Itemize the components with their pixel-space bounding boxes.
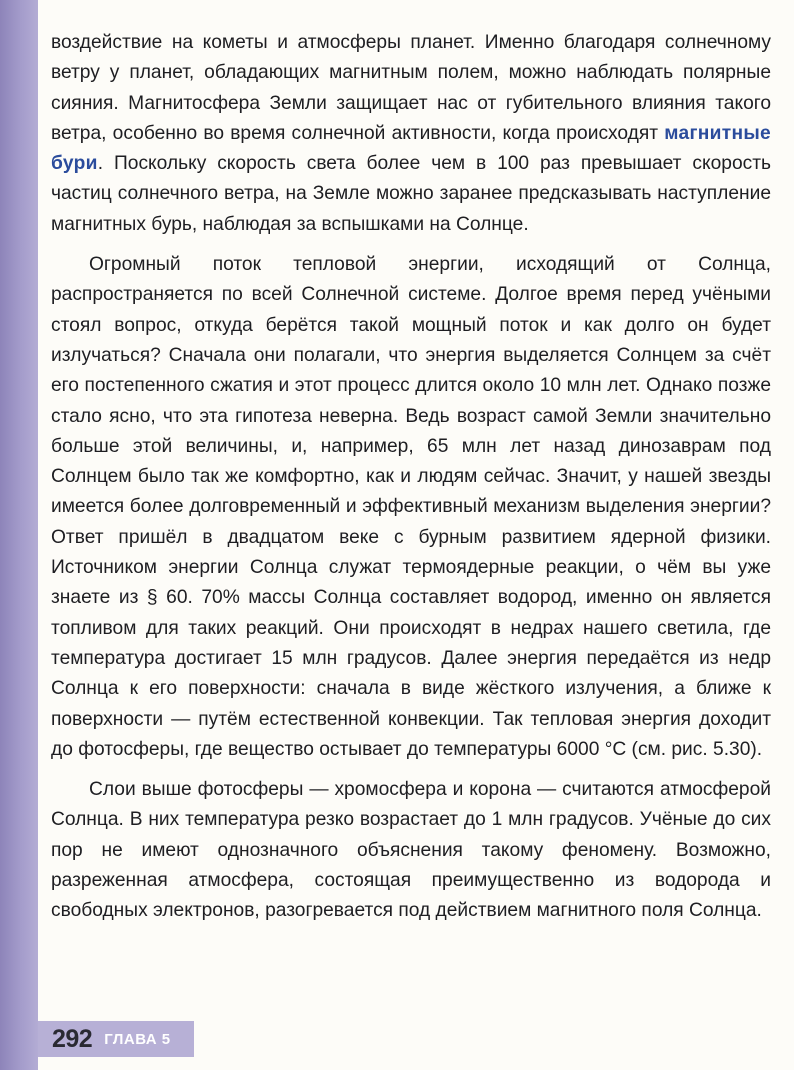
page-footer <box>38 1021 194 1057</box>
paragraph-1 <box>51 28 771 240</box>
paragraph-1-start: воздействие на кометы и атмосферы планет. Именно благодаря солнечному ветру у планет, обладающих магнитным полем, можно наблюдать полярные сияния. Магнитосфера Земли защищает нас от губительного влияния такого ветра, особенно во время солнечной активности, когда происходят <box>51 32 771 144</box>
paragraph-1-end: . Поскольку скорость света более чем в 100 раз превышает скорость частиц солнечного ветра, на Земле можно заранее предсказывать наступление магнитных бурь, наблюдая за вспышками на Солнце. <box>51 153 771 235</box>
paragraph-3: Слои выше фотосферы — хромосфера и корона — считаются атмосферой Солнца. В них температура резко возрастает до 1 млн градусов. Учёные до сих пор не имеют однозначного объяснения такому феномену. Возможно, разреженная атмосфера, состоящая преимущественно из водорода и свободных электронов, разогревается под действием магнитного поля Солнца. <box>51 779 771 922</box>
left-margin-band <box>0 0 38 1070</box>
page-body <box>51 28 771 927</box>
chapter-label: ГЛАВА 5 <box>104 1030 171 1048</box>
paragraph-2: Огромный поток тепловой энергии, исходящий от Солнца, распространяется по всей Солнечной системе. Долгое время перед учёными стоял вопрос, откуда берётся такой мощный поток и как долго он будет излучаться? Сначала они полагали, что энергия выделяется Солнцем за счёт его постепенного сжатия и этот процесс длится около 10 млн лет. Однако позже стало ясно, что эта гипотеза неверна. Ведь возраст самой Земли значительно больше этой величины, и, например, 65 млн лет назад динозаврам под Солнцем было так же комфортно, как и людям сейчас. Значит, у нашей звезды имеется более долговременный и эффективный механизм выделения энергии? Ответ пришёл в двадцатом веке с бурным развитием ядерной физики. Источником энергии Солнца служат термоядерные реакции, о чём вы уже знаете из § 60. 70% массы Солнца составляет водород, именно он является топливом для таких реакций. Они происходят в недрах нашего светила, где температура достигает 15 млн градусов. Далее энергия передаётся из недр Солнца к его поверхности: сначала в виде жёсткого излучения, а ближе к поверхности — путём естественной конвекции. Так тепловая энергия доходит до фотосферы, где вещество остывает до температуры 6000 °С (см. рис. 5.30). <box>51 254 771 760</box>
page-number: 292 <box>52 1024 93 1053</box>
term-magnetic-storms: магнитные бури <box>51 122 771 175</box>
